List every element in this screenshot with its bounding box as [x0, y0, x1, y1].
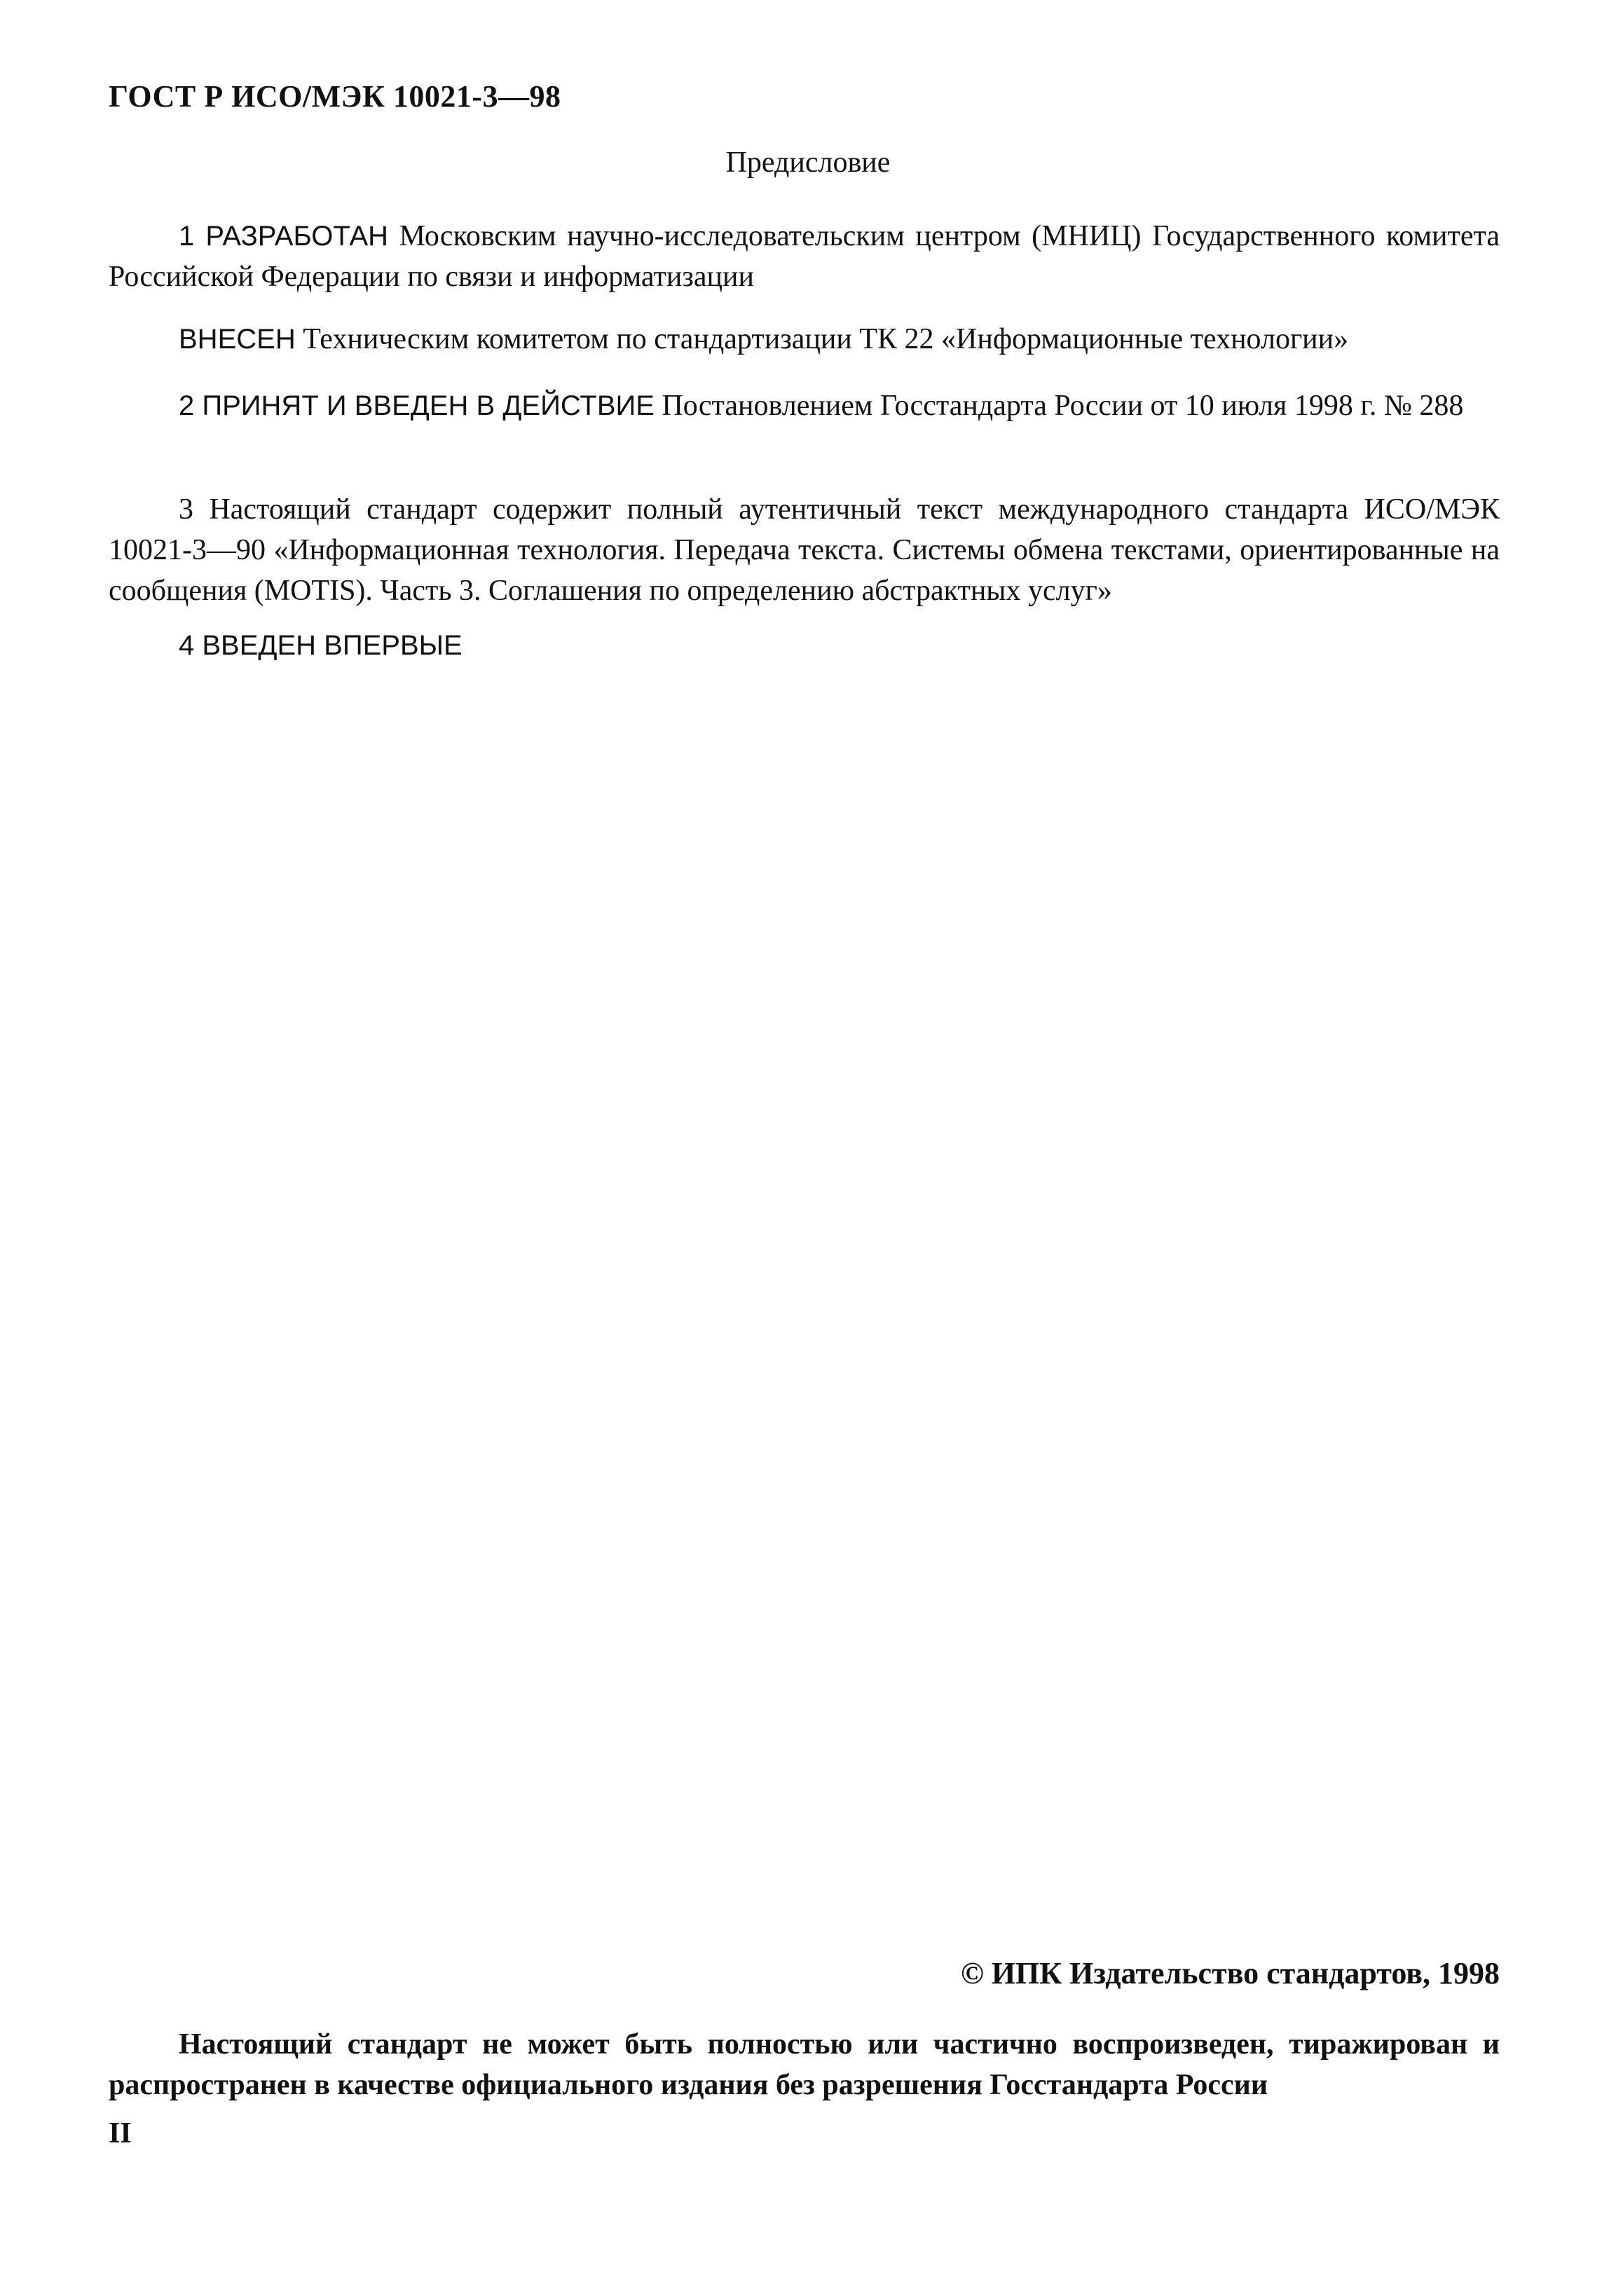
paragraph-text: Московским научно-исследовательским центром (МНИЦ) Государственного комитета Российской Федерации по связи и информатизации	[109, 220, 1500, 293]
paragraph-adopted	[109, 385, 1500, 426]
paragraph-lead: ВНЕСЕН	[179, 324, 296, 355]
copyright-line: © ИПК Издательство стандартов, 1998	[960, 1956, 1500, 1990]
paragraph-text: 3 Настоящий стандарт содержит полный аутентичный текст международного стандарта ИСО/МЭК 10021-3—90 «Информационная технология. Передача текста. Системы обмена текстами, ориентированные на сообщения (MOTIS). Часть 3. Соглашения по определению абстрактных услуг»	[109, 493, 1500, 607]
paragraph-text: Техническим комитетом по стандартизации ТК 22 «Информационные технологии»	[295, 323, 1349, 355]
paragraph-lead: 2 ПРИНЯТ И ВВЕДЕН В ДЕЙСТВИЕ	[179, 390, 655, 421]
paragraph-developed-by	[109, 216, 1500, 297]
paragraph-submitted-by	[109, 319, 1500, 360]
paragraph-lead: 1 РАЗРАБОТАН	[179, 221, 389, 252]
page-title: Предисловие	[725, 146, 891, 179]
reproduction-notice: Настоящий стандарт не может быть полностью или частично воспроизведен, тиражирован и распространен в качестве официального издания без разрешения Госстандарта России	[109, 2028, 1500, 2101]
paragraph-first-introduced	[109, 625, 1500, 666]
paragraph-standard-content	[109, 489, 1500, 611]
document-code: ГОСТ Р ИСО/МЭК 10021-3—98	[109, 79, 561, 114]
paragraph-text: Постановлением Госстандарта России от 10 июля 1998 г. № 288	[654, 390, 1464, 422]
paragraph-lead: 4 ВВЕДЕН ВПЕРВЫЕ	[179, 630, 463, 661]
page-number: II	[109, 2117, 132, 2150]
